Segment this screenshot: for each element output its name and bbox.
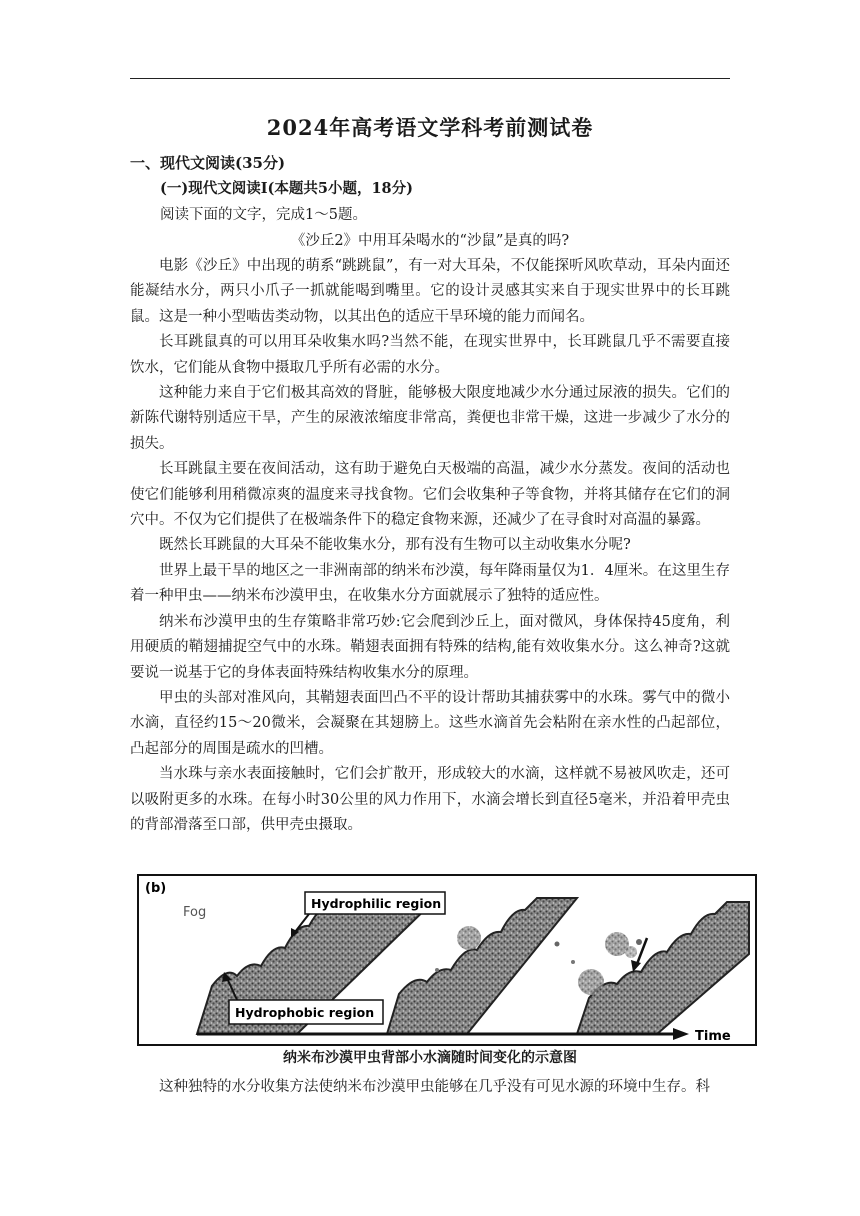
water-droplet <box>578 969 604 995</box>
time-label: Time <box>695 1029 731 1044</box>
paragraph: 甲虫的头部对准风向，其鞘翅表面凹凸不平的设计帮助其捕获雾中的水珠。雾气中的微小水滴，直径约15～20微米，会凝聚在其翅膀上。这些水滴首先会粘附在亲水性的凸起部位，凸起部分的周围是疏水的凹槽。 <box>130 689 730 757</box>
hydrophobic-label: Hydrophobic region <box>235 1005 375 1020</box>
water-droplet <box>457 926 481 950</box>
fog-label: Fog <box>183 905 207 920</box>
hydrophilic-label: Hydrophilic region <box>311 896 442 911</box>
paragraph: 这种独特的水分收集方法使纳米布沙漠甲虫能够在几乎没有可见水源的环境中生存。科 <box>159 1079 710 1095</box>
instruction: 阅读下面的文字，完成1～5题。 <box>160 207 367 223</box>
water-droplet <box>571 960 575 964</box>
continuation-text <box>130 1075 730 1100</box>
paragraph: 纳米布沙漠甲虫的生存策略非常巧妙:它会爬到沙丘上，面对微风，身体保持45度角，利用硬质的鞘翅捕捉空气中的水珠。鞘翅表面拥有特殊的结构,能有效收集水分。这么神奇?这就要说一说基于它的身体表面特殊结构收集水分的原理。 <box>130 613 730 681</box>
panel-label: (b) <box>145 881 167 896</box>
water-droplet <box>555 942 560 947</box>
paragraph: 这种能力来自于它们极其高效的肾脏，能够极大限度地减少水分通过尿液的损失。它们的新陈代谢特别适应干旱，产生的尿液浓缩度非常高，粪便也非常干燥，这进一步减少了水分的损失。 <box>130 385 730 452</box>
section-heading: 一、现代文阅读(35分) <box>130 154 286 172</box>
paragraph: 电影《沙丘》中出现的萌系“跳跳鼠”，有一对大耳朵，不仅能探听风吹草动，耳朵内面还能凝结水分，两只小爪子一抓就能喝到嘴里。它的设计灵感其实来自于现实世界中的长耳跳鼠。这是一种小型啮齿类动物，以其出色的适应干旱环境的能力而闻名。 <box>130 258 730 325</box>
article-body <box>130 254 730 838</box>
article-title: 《沙丘2》中用耳朵喝水的“沙鼠”是真的吗? <box>290 233 570 249</box>
paragraph: 长耳跳鼠真的可以用耳朵收集水吗?当然不能，在现实世界中，长耳跳鼠几乎不需要直接饮水，它们能从食物中摄取几乎所有必需的水分。 <box>130 334 730 376</box>
water-droplet <box>435 968 439 972</box>
subsection-heading: (一)现代文阅读Ⅰ(本题共5小题，18分) <box>160 180 413 197</box>
water-droplet <box>625 946 637 958</box>
figure-caption: 纳米布沙漠甲虫背部小水滴随时间变化的示意图 <box>283 1050 577 1066</box>
water-droplet <box>636 939 642 945</box>
header-rule <box>130 78 730 79</box>
page-title: 2024年高考语文学科考前测试卷 <box>266 115 594 140</box>
paragraph: 世界上最干旱的地区之一非洲南部的纳米布沙漠，每年降雨量仅为1．4厘米。在这里生存着一种甲虫——纳米布沙漠甲虫，在收集水分方面就展示了独特的适应性。 <box>130 562 730 605</box>
paragraph: 既然长耳跳鼠的大耳朵不能收集水分，那有没有生物可以主动收集水分呢? <box>159 537 631 554</box>
beetle-diagram <box>137 874 757 1046</box>
paragraph: 长耳跳鼠主要在夜间活动，这有助于避免白天极端的高温，减少水分蒸发。夜间的活动也使它们能够利用稍微凉爽的温度来寻找食物。它们会收集种子等食物，并将其储存在它们的洞穴中。不仅为它们提供了在极端条件下的稳定食物来源，还减少了在寻食时对高温的暴露。 <box>130 461 730 529</box>
paragraph: 当水珠与亲水表面接触时，它们会扩散开，形成较大的水滴，这样就不易被风吹走，还可以吸附更多的水珠。在每小时30公里的风力作用下，水滴会增长到直径5毫米，并沿着甲壳虫的背部滑落至口部，供甲壳虫摄取。 <box>130 766 730 833</box>
